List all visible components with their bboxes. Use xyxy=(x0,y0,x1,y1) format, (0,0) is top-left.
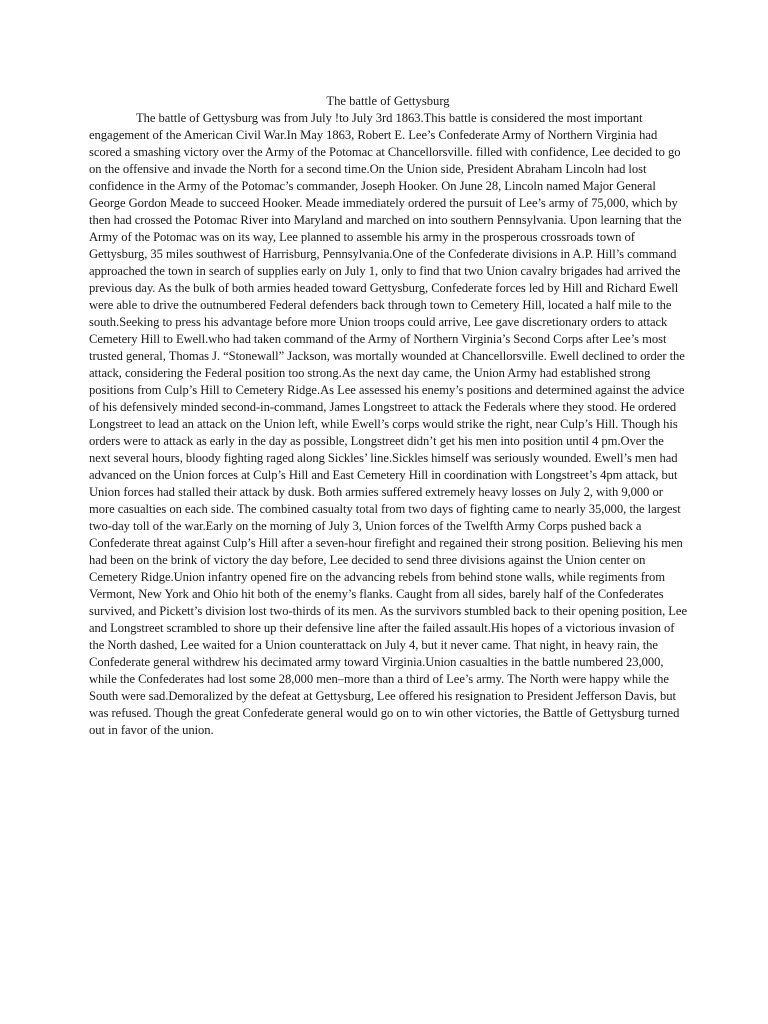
document-page xyxy=(89,93,687,739)
document-body-paragraph: The battle of Gettysburg was from July !to July 3rd 1863.This battle is considered the most important engagement of the American Civil War.In May 1863, Robert E. Lee’s Confederate Army of Northern Virginia had scored a smashing victory over the Army of the Potomac at Chancellorsville. filled with confidence, Lee decided to go on the offensive and invade the North for a second time.On the Union side, President Abraham Lincoln had lost confidence in the Army of the Potomac’s commander, Joseph Hooker. On June 28, Lincoln named Major General George Gordon Meade to succeed Hooker. Meade immediately ordered the pursuit of Lee’s army of 75,000, which by then had crossed the Potomac River into Maryland and marched on into southern Pennsylvania. Upon learning that the Army of the Potomac was on its way, Lee planned to assemble his army in the prosperous crossroads town of Gettysburg, 35 miles southwest of Harrisburg, Pennsylvania.One of the Confederate divisions in A.P. Hill’s command approached the town in search of supplies early on July 1, only to find that two Union cavalry brigades had arrived the previous day. As the bulk of both armies headed toward Gettysburg, Confederate forces led by Hill and Richard Ewell were able to drive the outnumbered Federal defenders back through town to Cemetery Hill, located a half mile to the south.Seeking to press his advantage before more Union troops could arrive, Lee gave discretionary orders to attack Cemetery Hill to Ewell.who had taken command of the Army of Northern Virginia’s Second Corps after Lee’s most trusted general, Thomas J. “Stonewall” Jackson, was mortally wounded at Chancellorsville. Ewell declined to order the attack, considering the Federal position too strong.As the next day came, the Union Army had established strong positions from Culp’s Hill to Cemetery Ridge.As Lee assessed his enemy’s positions and determined against the advice of his defensively minded second-in-command, James Longstreet to attack the Federals where they stood. He ordered Longstreet to lead an attack on the Union left, while Ewell’s corps would strike the right, near Culp’s Hill. Though his orders were to attack as early in the day as possible, Longstreet didn’t get his men into position until 4 pm.Over the next several hours, bloody fighting raged along Sickles’ line.Sickles himself was seriously wounded. Ewell’s men had advanced on the Union forces at Culp’s Hill and East Cemetery Hill in coordination with Longstreet’s 4pm attack, but Union forces had stalled their attack by dusk. Both armies suffered extremely heavy losses on July 2, with 9,000 or more casualties on each side. The combined casualty total from two days of fighting came to nearly 35,000, the largest two-day toll of the war.Early on the morning of July 3, Union forces of the Twelfth Army Corps pushed back a Confederate threat against Culp’s Hill after a seven-hour firefight and regained their strong position. Believing his men had been on the brink of victory the day before, Lee decided to send three divisions against the Union center on Cemetery Ridge.Union infantry opened fire on the advancing rebels from behind stone walls, while regiments from Vermont, New York and Ohio hit both of the enemy’s flanks. Caught from all sides, barely half of the Confederates survived, and Pickett’s division lost two-thirds of its men. As the survivors stumbled back to their opening position, Lee and Longstreet scrambled to shore up their defensive line after the failed assault.His hopes of a victorious invasion of the North dashed, Lee waited for a Union counterattack on July 4, but it never came. That night, in heavy rain, the Confederate general withdrew his decimated army toward Virginia.Union casualties in the battle numbered 23,000, while the Confederates had lost some 28,000 men–more than a third of Lee’s army. The North were happy while the South were sad.Demoralized by the defeat at Gettysburg, Lee offered his resignation to President Jefferson Davis, but was refused. Though the great Confederate general would go on to win other victories, the Battle of Gettysburg turned out in favor of the union. xyxy=(89,111,687,737)
document-title: The battle of Gettysburg xyxy=(326,94,450,108)
